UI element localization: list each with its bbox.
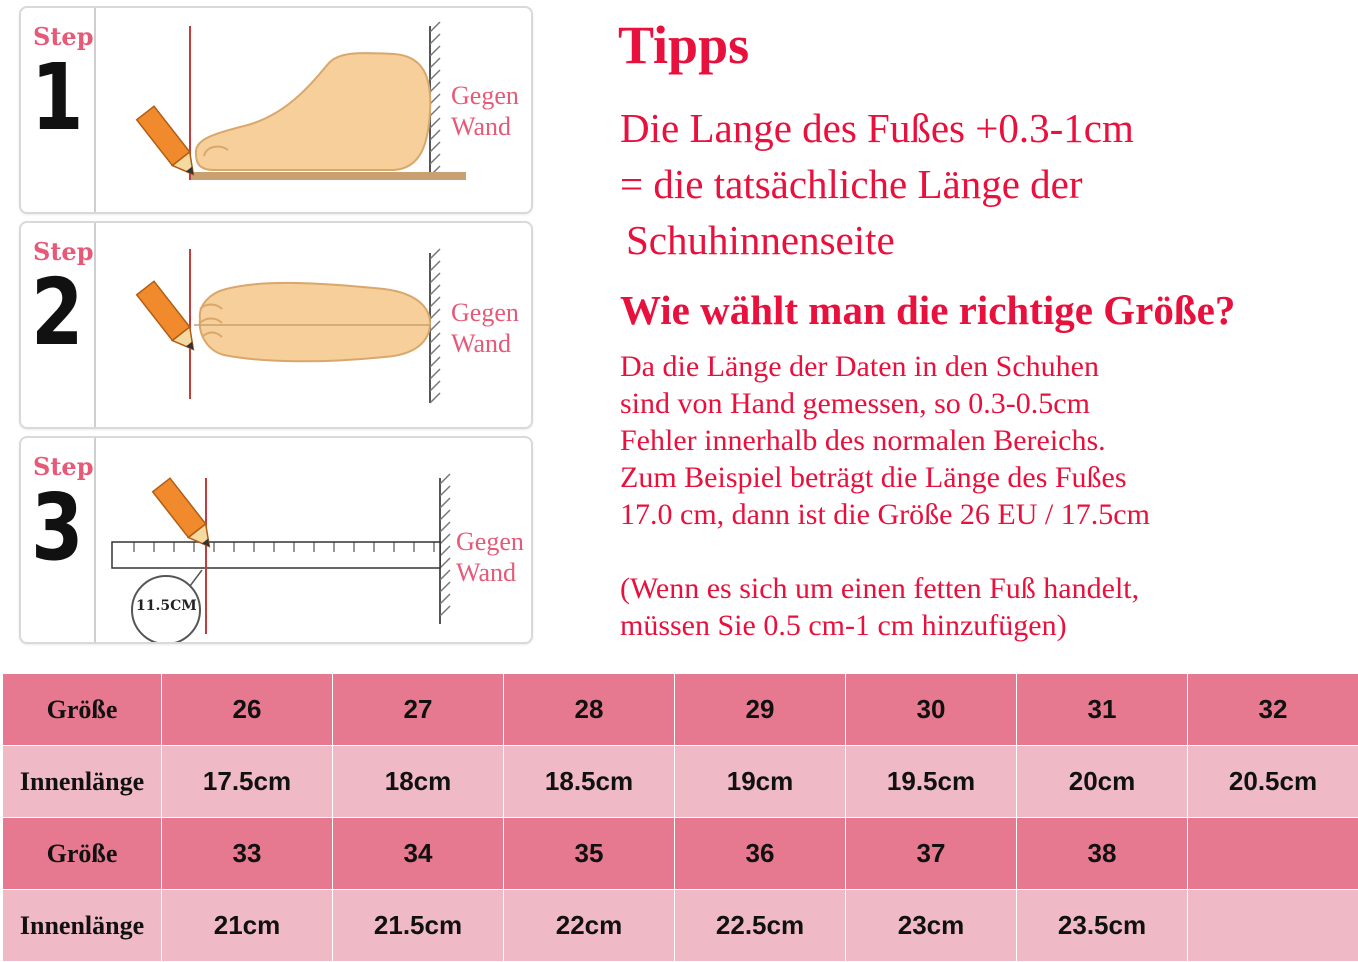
tips-note-line1: (Wenn es sich um einen fetten Fuß handelt,	[620, 572, 1140, 605]
tips-body-line2: sind von Hand gemessen, so 0.3-0.5cm	[620, 387, 1090, 420]
wall-label	[451, 297, 519, 359]
size-chart-table	[3, 674, 1355, 959]
step-number: 3	[31, 474, 84, 581]
tips-body-line1: Da die Länge der Daten in den Schuhen	[620, 350, 1099, 383]
tips-title: Tipps	[618, 15, 750, 75]
size-row-label: Größe	[3, 818, 161, 889]
wall-label-line1: Gegen	[456, 527, 524, 556]
length-cell: 20.5cm	[1188, 746, 1358, 817]
wall-label	[456, 526, 524, 588]
step-label-column	[21, 223, 96, 427]
size-cell: 32	[1188, 674, 1358, 745]
size-cell: 38	[1017, 818, 1187, 889]
size-cell: 30	[846, 674, 1016, 745]
size-cell: 26	[162, 674, 332, 745]
step-panel-3	[19, 436, 533, 644]
wall-label-line2: Wand	[456, 558, 516, 587]
tips-body-line5: 17.0 cm, dann ist die Größe 26 EU / 17.5cm	[620, 498, 1150, 531]
length-cell: 21.5cm	[333, 890, 503, 961]
length-cell: 22.5cm	[675, 890, 845, 961]
size-cell: 31	[1017, 674, 1187, 745]
length-cell: 19cm	[675, 746, 845, 817]
tips-formula-line2: = die tatsächliche Länge der	[620, 161, 1083, 207]
length-cell: 18.5cm	[504, 746, 674, 817]
step-number: 2	[31, 259, 84, 366]
length-cell: 23cm	[846, 890, 1016, 961]
step-word: Step	[33, 237, 94, 266]
step-word: Step	[33, 452, 94, 481]
tips-body-line4: Zum Beispiel beträgt die Länge des Fußes	[620, 461, 1127, 494]
measurement-label: 11.5CM	[136, 598, 197, 614]
size-cell: 37	[846, 818, 1016, 889]
length-cell: 19.5cm	[846, 746, 1016, 817]
wall-label-line2: Wand	[451, 112, 511, 141]
length-row-label: Innenlänge	[3, 746, 161, 817]
size-cell: 27	[333, 674, 503, 745]
length-cell: 21cm	[162, 890, 332, 961]
step-number: 1	[31, 44, 84, 151]
tips-formula-line3: Schuhinnenseite	[626, 217, 895, 263]
step-word: Step	[33, 22, 94, 51]
size-guide-heading: Wie wählt man die richtige Größe?	[620, 287, 1236, 333]
wall-label-line1: Gegen	[451, 81, 519, 110]
pencil-icon	[137, 281, 202, 356]
size-cell: 36	[675, 818, 845, 889]
pencil-icon	[137, 106, 202, 181]
wall-label-line1: Gegen	[451, 298, 519, 327]
tips-body-line3: Fehler innerhalb des normalen Bereichs.	[620, 424, 1106, 457]
length-cell: 20cm	[1017, 746, 1187, 817]
length-cell: 22cm	[504, 890, 674, 961]
step-panel-1	[19, 6, 533, 214]
length-cell-empty	[1188, 890, 1358, 961]
wall-label	[451, 80, 519, 142]
size-cell: 35	[504, 818, 674, 889]
length-cell: 23.5cm	[1017, 890, 1187, 961]
step-panel-2	[19, 221, 533, 429]
size-cell: 28	[504, 674, 674, 745]
length-cell: 18cm	[333, 746, 503, 817]
tips-note-line2: müssen Sie 0.5 cm-1 cm hinzufügen)	[620, 609, 1067, 642]
size-cell: 29	[675, 674, 845, 745]
step-label-column	[21, 438, 96, 642]
size-cell: 34	[333, 818, 503, 889]
length-row-label: Innenlänge	[3, 890, 161, 961]
step-label-column	[21, 8, 96, 212]
size-row-label: Größe	[3, 674, 161, 745]
tips-formula-line1: Die Lange des Fußes +0.3-1cm	[620, 105, 1134, 151]
length-cell: 17.5cm	[162, 746, 332, 817]
size-cell: 33	[162, 818, 332, 889]
size-cell-empty	[1188, 818, 1358, 889]
wall-label-line2: Wand	[451, 329, 511, 358]
